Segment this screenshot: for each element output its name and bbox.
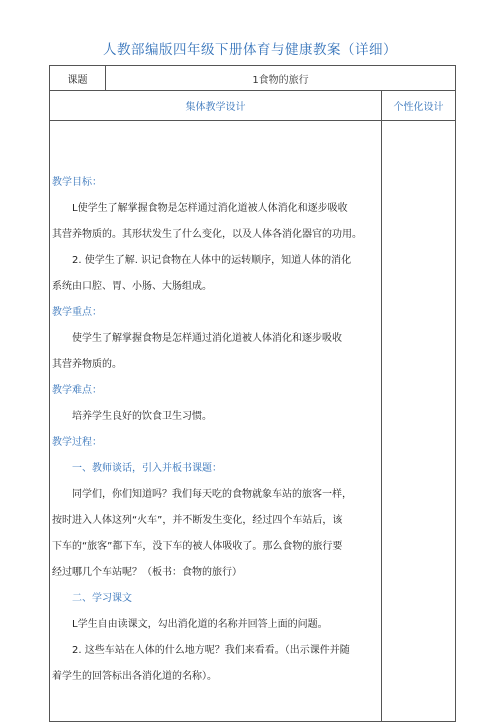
key-heading: 教学重点： [52, 306, 102, 318]
step2-line2: 2. 这些车站在人体的什么地方呢？我们来看看。（出示课件并随 [72, 644, 350, 656]
lesson-plan-table [49, 65, 456, 722]
collective-design-cell [50, 121, 382, 722]
document-title: 人教部编版四年级下册体育与健康教案（详细） [103, 42, 397, 58]
header-row [50, 91, 456, 121]
step2-heading: 二、学习课文 [72, 592, 132, 604]
goal1-line1: L使学生了解掌握食物是怎样通过消化道被人体消化和逐步吸收 [72, 202, 348, 214]
key-line2: 其营养物质的。 [52, 358, 122, 370]
lesson-content [50, 159, 381, 684]
step1-line4: 经过哪几个车站呢？（板书：食物的旅行） [52, 566, 242, 578]
topic-label: 课题 [50, 66, 106, 91]
topic-row [50, 66, 456, 91]
step1-heading: 一、教师谈话，引入并板书课题： [72, 462, 222, 474]
topic-title: 1食物的旅行 [106, 66, 456, 91]
step1-line3: 下车的“旅客”都下车，没下车的被人体吸收了。那么食物的旅行要 [52, 540, 343, 552]
process-heading: 教学过程： [52, 436, 102, 448]
goal1-line2: 其营养物质的。其形状发生了什么变化，以及人体各消化器官的功用。 [52, 228, 362, 240]
step2-line1: L学生自由读课文，勾出消化道的名称并回答上面的问题。 [72, 618, 328, 630]
collective-design-header: 集体教学设计 [50, 91, 382, 121]
content-row [50, 121, 456, 722]
personal-design-cell [382, 121, 456, 722]
goal2-line1: 2. 使学生了解. 识记食物在人体中的运转顺序，知道人体的消化 [72, 254, 352, 266]
difficulty-line1: 培养学生良好的饮食卫生习惯。 [72, 410, 212, 422]
step2-line3: 着学生的回答标出各消化道的名称）。 [52, 670, 217, 682]
goals-heading: 教学目标： [52, 176, 102, 188]
key-line1: 使学生了解掌握食物是怎样通过消化道被人体消化和逐步吸收 [72, 332, 342, 344]
difficulty-heading: 教学难点： [52, 384, 102, 396]
step1-line2: 按时进入人体这列“火车”，并不断发生变化，经过四个车站后，该 [52, 514, 343, 526]
goal2-line2: 系统由口腔、胃、小肠、大肠组成。 [52, 280, 212, 292]
personal-design-header: 个性化设计 [382, 91, 456, 121]
step1-line1: 同学们，你们知道吗？我们每天吃的食物就象车站的旅客一样， [72, 488, 352, 500]
